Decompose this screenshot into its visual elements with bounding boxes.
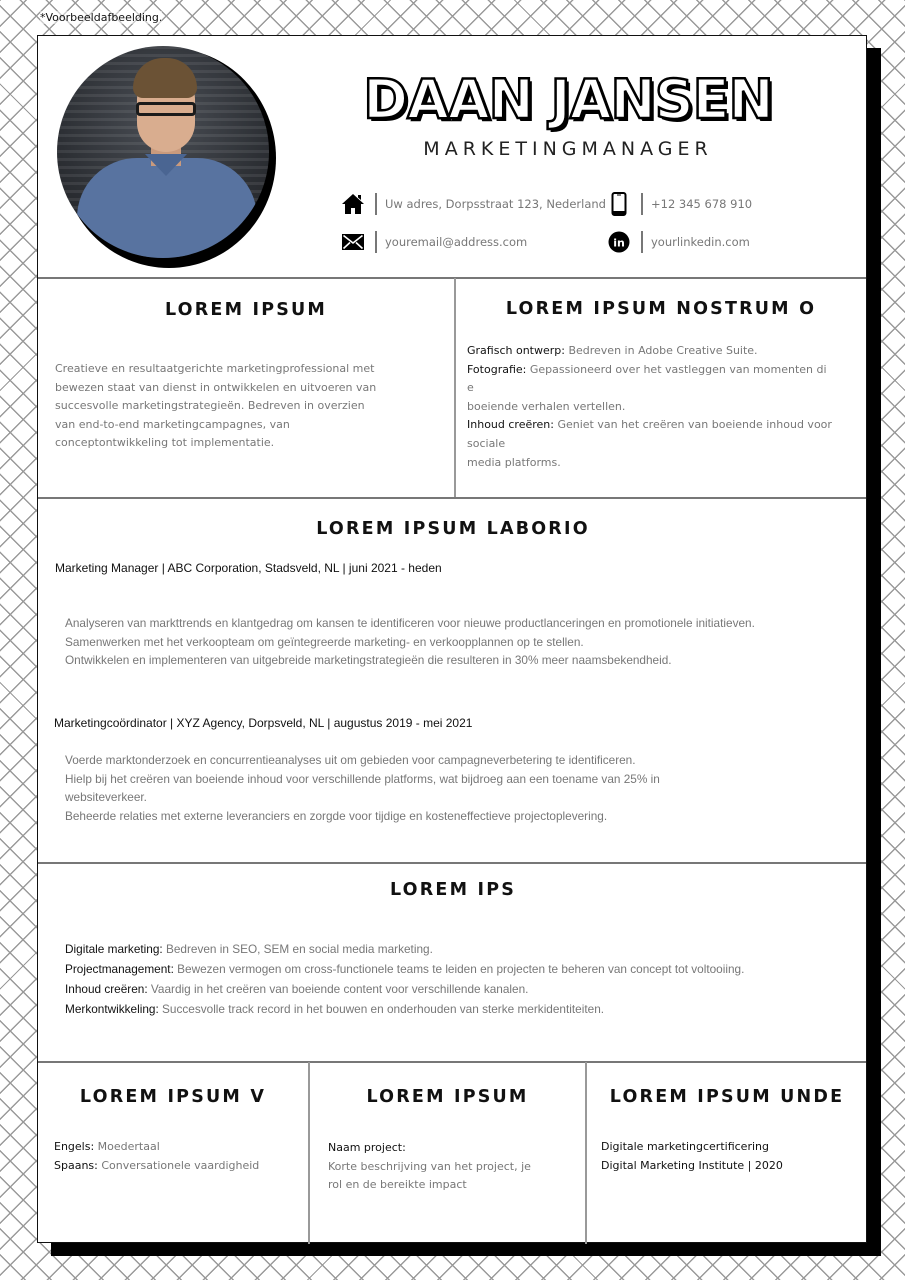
interest-item: Inhoud creëren: Geniet van het creëren van boeiende inhoud voor: [467, 418, 832, 432]
svg-text:in: in: [613, 236, 625, 250]
language-item: Spaans: Conversationele vaardigheid: [54, 1158, 260, 1172]
separator: [375, 231, 377, 253]
job-heading: Marketing Manager | ABC Corporation, Stadsveld, NL | juni 2021 - heden: [55, 561, 442, 575]
separator: [641, 193, 643, 215]
phone-text: +12 345 678 910: [651, 197, 753, 211]
divider: [38, 277, 866, 279]
languages-list: [54, 1138, 304, 1175]
contact-phone: [606, 192, 752, 216]
resume-page: [37, 35, 867, 1243]
job-heading: Marketingcoördinator | XYZ Agency, Dorpsveld, NL | augustus 2019 - mei 2021: [54, 716, 473, 730]
interest-item: Grafisch ontwerp: Bedreven in Adobe Creative Suite.: [467, 344, 758, 357]
project-entry: Naam project: Korte beschrijving van het project, je rol en de bereikte impact: [328, 1139, 578, 1195]
resume-header: [38, 36, 866, 278]
profile-heading: LOREM IPSUM: [164, 300, 328, 320]
skills-list: [65, 939, 860, 1019]
language-item: Engels: Moedertaal: [54, 1140, 160, 1153]
separator: [375, 193, 377, 215]
candidate-title: MARKETINGMANAGER: [423, 138, 713, 160]
certifications-heading: LOREM IPSUM UNDE: [609, 1087, 845, 1107]
skills-heading: LOREM IPS: [389, 880, 517, 900]
linkedin-icon: [606, 230, 632, 254]
certification-entry: Digitale marketingcertificering Digital Marketing Institute | 2020: [601, 1140, 783, 1172]
envelope-icon: [340, 230, 366, 254]
linkedin-text[interactable]: yourlinkedin.com: [651, 235, 750, 249]
project-name: Naam project:: [328, 1141, 406, 1154]
contact-address: [340, 192, 606, 216]
interests-list: Grafisch ontwerp: Bedreven in Adobe Creative Suite. Fotografie: Gepassioneerd over het vastleggen van momenten di e boeiende verhalen vertellen. Inhoud creëren: Geniet van het creëren van boeiende inhoud voor sociale media platforms.: [467, 342, 862, 472]
skill-item: Inhoud creëren: Vaardig in het creëren van boeiende content voor verschillende kanalen.: [65, 982, 529, 996]
divider: [38, 862, 866, 864]
candidate-name: DAAN JANSEN: [363, 68, 773, 131]
job-bullets: Analyseren van markttrends en klantgedrag om kansen te identificeren voor nieuwe productlanceringen en promotionele initiatieven. Samenwerken met het verkoopteam om geïntegreerde marketing- en verkoopplannen op te stellen. Ontwikkelen en implementeren van uitgebreide marketingstrategieën die resulteren in 30% meer naamsbekendheid.: [65, 616, 755, 668]
email-text[interactable]: youremail@address.com: [385, 235, 528, 249]
separator: [641, 231, 643, 253]
interest-item: Fotografie: Gepassioneerd over het vastleggen van momenten di: [467, 362, 827, 376]
phone-icon: [606, 192, 632, 216]
address-text: Uw adres, Dorpsstraat 123, Nederland: [385, 197, 606, 211]
skill-item: Projectmanagement: Bewezen vermogen om cross-functionele teams te leiden en projecten te beheren van concept tot voltooiing.: [65, 962, 745, 976]
contact-linkedin[interactable]: [606, 230, 750, 254]
interests-heading: LOREM IPSUM NOSTRUM O: [505, 299, 817, 319]
profile-photo: [57, 46, 269, 258]
contact-email[interactable]: [340, 230, 527, 254]
experience-heading: LOREM IPSUM LABORIO: [316, 519, 590, 539]
skill-item: Digitale marketing: Bedreven in SEO, SEM en social media marketing.: [65, 942, 433, 956]
job-bullets: Voerde marktonderzoek en concurrentieanalyses uit om gebieden voor campagneverbetering te identificeren. Hielp bij het creëren van boeiende inhoud voor verschillende platforms, wat bijdroeg aan een toename van 25% in websiteverkeer. Beheerde relaties met externe leveranciers en zorgde voor tijdige en kosteneffectieve projectoplevering.: [65, 753, 660, 824]
home-icon: [340, 192, 366, 216]
divider: [38, 497, 866, 499]
divider: [38, 1061, 866, 1063]
skill-item: Merkontwikkeling: Succesvolle track record in het bouwen en onderhouden van sterke merkidentiteiten.: [65, 1002, 605, 1016]
projects-heading: LOREM IPSUM: [366, 1087, 529, 1107]
languages-heading: LOREM IPSUM V: [79, 1087, 267, 1107]
sample-image-note: *Voorbeeldafbeelding.: [40, 11, 163, 24]
profile-text: Creatieve en resultaatgerichte marketingprofessional met bewezen staat van dienst in ontwikkelen en uitvoeren van succesvolle marketingstrategieën. Bedreven in overzien van end-to-end marketingcampagnes, van conceptontwikkeling tot implementatie.: [55, 362, 377, 450]
